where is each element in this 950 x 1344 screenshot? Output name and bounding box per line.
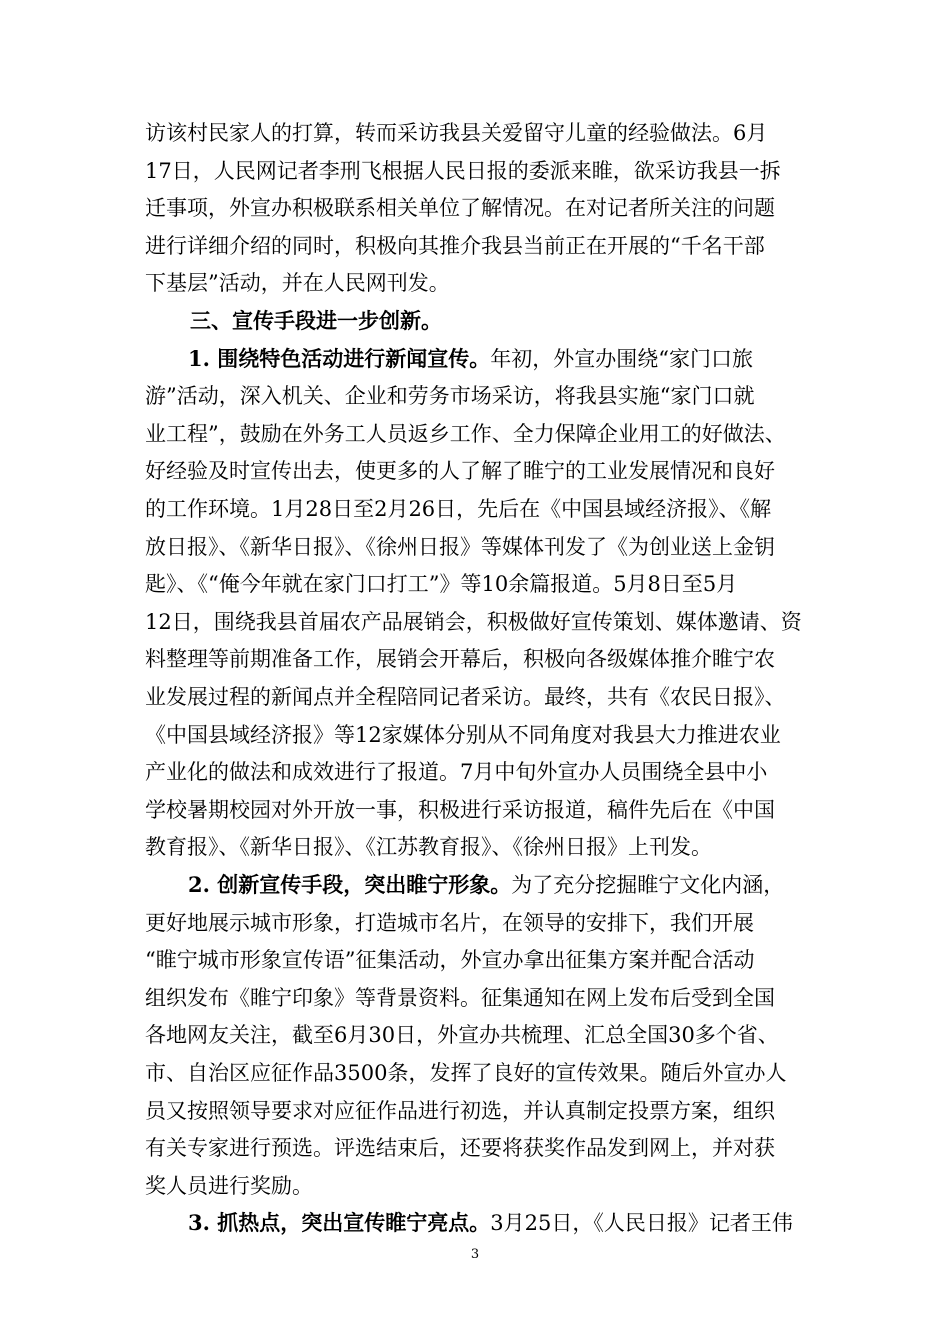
paragraph-3-first-line bbox=[188, 1208, 825, 1238]
body-line: 好经验及时宣传出去，使更多的人了解了睢宁的工业发展情况和良好 bbox=[145, 459, 775, 483]
paragraph-2-text: 为了充分挖掘睢宁文化内涵， bbox=[511, 873, 785, 897]
body-line: 市、自治区应征作品3500条，发挥了良好的宣传效果。随后外宣办人 bbox=[145, 1061, 787, 1085]
body-line: 学校暑期校园对外开放一事，积极进行采访报道，稿件先后在《中国 bbox=[145, 798, 775, 822]
paragraph-3-heading: 3. 抓热点，突出宣传睢宁亮点。 bbox=[188, 1210, 491, 1235]
body-line: 业工程”，鼓励在外务工人员返乡工作、全力保障企业用工的好做法、 bbox=[145, 422, 786, 446]
body-line: 更好地展示城市形象，打造城市名片，在领导的安排下，我们开展 bbox=[145, 911, 754, 935]
page-number: 3 bbox=[470, 1247, 480, 1262]
paragraph-2-first-line bbox=[188, 870, 825, 900]
body-line: 教育报》、《新华日报》、《江苏教育报》、《徐州日报》上刊发。 bbox=[145, 835, 712, 859]
body-line: 迁事项，外宣办积极联系相关单位了解情况。在对记者所关注的问题 bbox=[145, 196, 775, 220]
paragraph-2-heading: 2. 创新宣传手段，突出睢宁形象。 bbox=[188, 872, 512, 897]
body-line: 业发展过程的新闻点并全程陪同记者采访。最终，共有《农民日报》、 bbox=[145, 685, 786, 709]
body-line: 下基层”活动，并在人民网刊发。 bbox=[145, 271, 450, 295]
body-line: 访该村民家人的打算，转而采访我县关爱留守儿童的经验做法。6月 bbox=[145, 121, 768, 145]
body-line: 17日，人民网记者李刑飞根据人民日报的委派来睢，欲采访我县一拆 bbox=[145, 159, 781, 183]
body-line: 12日，围绕我县首届农产品展销会，积极做好宣传策划、媒体邀请、资 bbox=[145, 610, 802, 634]
section-heading bbox=[190, 306, 870, 336]
body-line: 《中国县域经济报》等12家媒体分别从不同角度对我县大力推进农业 bbox=[145, 723, 781, 747]
body-line: 的工作环境。1月28日至2月26日，先后在《中国县域经济报》、《解 bbox=[145, 497, 772, 521]
paragraph-1-heading: 1. 围绕特色活动进行新闻宣传。 bbox=[188, 346, 491, 371]
body-line: 员又按照领导要求对应征作品进行初选，并认真制定投票方案，组织 bbox=[145, 1099, 775, 1123]
section-heading-text: 三、宣传手段进一步创新。 bbox=[190, 308, 442, 333]
body-line: 游”活动，深入机关、企业和劳务市场采访，将我县实施“家门口就 bbox=[145, 384, 755, 408]
paragraph-1-first-line bbox=[188, 344, 825, 374]
body-line: 产业化的做法和成效进行了报道。7月中旬外宣办人员围绕全县中小 bbox=[145, 760, 768, 784]
body-line: 匙》、《“俺今年就在家门口打工”》等10余篇报道。5月8日至5月 bbox=[145, 572, 738, 596]
body-line: 组织发布《睢宁印象》等背景资料。征集通知在网上发布后受到全国 bbox=[145, 986, 775, 1010]
body-line: 料整理等前期准备工作，展销会开幕后，积极向各级媒体推介睢宁农 bbox=[145, 647, 775, 671]
body-line: 进行详细介绍的同时，积极向其推介我县当前正在开展的“千名干部 bbox=[145, 234, 765, 258]
paragraph-1-text: 年初，外宣办围绕“家门口旅 bbox=[490, 347, 753, 371]
body-line: 放日报》、《新华日报》、《徐州日报》等媒体刊发了《为创业送上金钥 bbox=[145, 535, 775, 559]
paragraph-3-text: 3月25日，《人民日报》记者王伟 bbox=[490, 1211, 793, 1235]
body-line: “睢宁城市形象宣传语”征集活动，外宣办拿出征集方案并配合活动 bbox=[145, 948, 755, 972]
body-line: 有关专家进行预选。评选结束后，还要将获奖作品发到网上，并对获 bbox=[145, 1136, 775, 1160]
body-line: 奖人员进行奖励。 bbox=[145, 1174, 313, 1198]
body-line: 各地网友关注，截至6月30日，外宣办共梳理、汇总全国30多个省、 bbox=[145, 1023, 779, 1047]
